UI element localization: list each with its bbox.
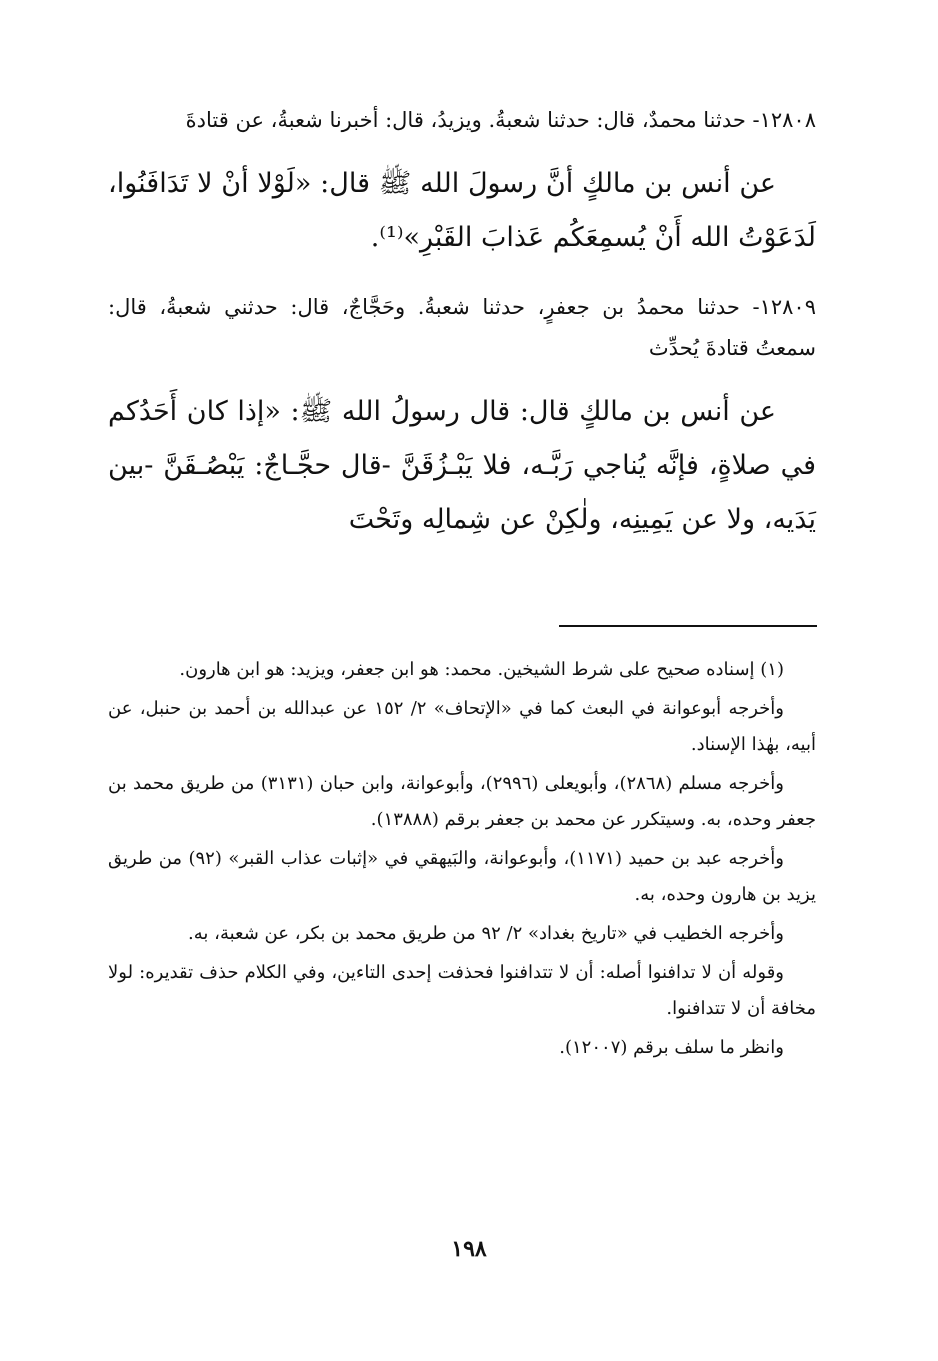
footnote-paragraph: وأخرجه أبوعوانة في البعث كما في «الإتحاف» ٢/ ١٥٢ عن عبدالله بن أحمد بن حنبل، عن أبيه، بهٰذا الإسناد. [108,698,816,755]
hadith-12809-isnad: ١٢٨٠٩- حدثنا محمدُ بن جعفرٍ، حدثنا شعبةُ. وحَجَّاجٌ، قال: حدثني شعبةُ، قال: سمعتُ قتادةَ يُحدِّث [108,295,816,360]
footnote-paragraph: وانظر ما سلف برقم (١٢٠٠٧). [559,1037,784,1058]
footnote-paragraph: وأخرجه الخطيب في «تاريخ بغداد» ٢/ ٩٢ من طريق محمد بن بكر، عن شعبة، به. [188,923,784,944]
hadith-12808-isnad: ١٢٨٠٨- حدثنا محمدٌ، قال: حدثنا شعبةُ. ويزيدُ، قال: أخبرنا شعبةُ، عن قتادةَ [185,108,816,132]
hadith-12809-matn: عن أنس بن مالكٍ قال: قال رسولُ الله ﷺ: «إذا كان أَحَدُكم في صلاةٍ، فإنَّه يُناجي رَبَّـه، فلا يَبْـزُقَنَّ -قال حجَّـاجٌ: يَبْصُـقَنَّ -بين يَدَيه، ولا عن يَمِينِه، ولٰكِنْ عن شِمالِه وتَحْتَ [108,396,816,535]
footnote-paragraph: وقوله أن لا تدافنوا أصله: أن لا تتدافنوا فحذفت إحدى التاءين، وفي الكلام حذف تقديره: لولا مخافة أن لا تتدافنوا. [108,962,816,1019]
footnote-paragraph: (١) إسناده صحيح على شرط الشيخين. محمد: هو ابن جعفر، ويزيد: هو ابن هارون. [179,659,784,680]
page-number: ١٩٨ [451,1236,487,1262]
footnote-paragraph: وأخرجه مسلم (٢٨٦٨)، وأبويعلى (٢٩٩٦)، وأبوعوانة، وابن حبان (٣١٣١) من طريق محمد بن جعفر وحده، به. وسيتكرر عن محمد بن جعفر برقم (١٣٨٨٨). [108,773,816,830]
hadith-12808-matn: عن أنس بن مالكٍ أنَّ رسولَ الله ﷺ قال: «لَوْلا أنْ لا تَدَافَنُوا، لَدَعَوْتُ الله أَنْ يُسمِعَكُم عَذابَ القَبْرِ»⁽¹⁾. [108,168,816,253]
footnotes [108,652,816,1069]
footnote-divider [559,625,817,627]
main-text [108,100,816,547]
footnote-paragraph: وأخرجه عبد بن حميد (١١٧١)، وأبوعوانة، والبَيهقي في «إثبات عذاب القبر» (٩٢) من طريق يزيد بن هارون وحده، به. [108,848,816,905]
